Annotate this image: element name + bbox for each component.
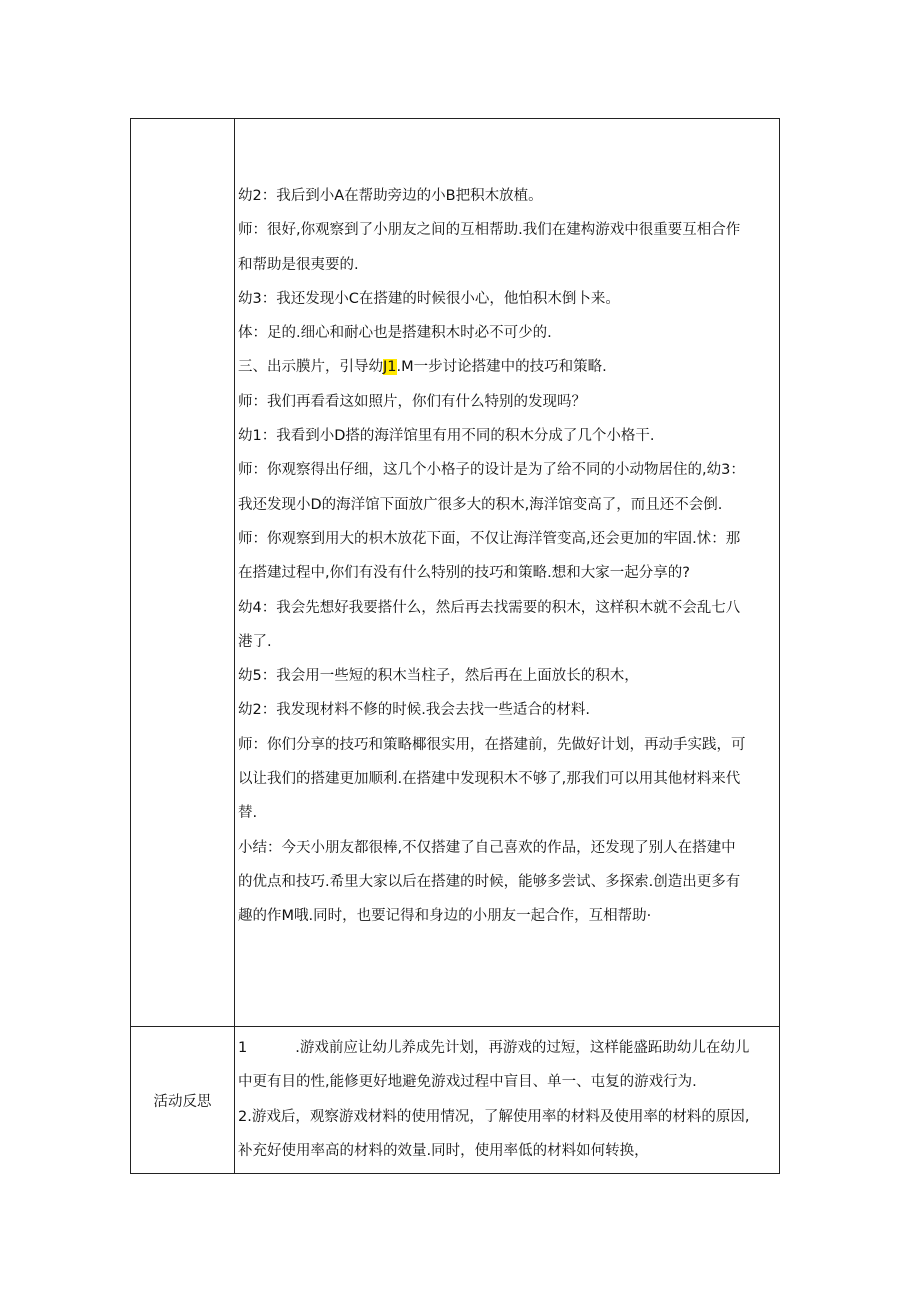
summary-line: 趣的作M哦.同时，也要记得和身边的小朋友一起合作，互相帮助· [238,908,652,925]
dialogue-line: 幼2：我发现材料不修的时候.我会去找一些适合的材料. [238,702,590,719]
dialogue-line: 师：你们分享的技巧和策略椰很实用，在搭建前，先做好计划，再动手实践，可 [238,736,746,753]
dialogue-line: 港了. [238,633,272,650]
summary-line: 小结：今天小朋友都很棒,不仅搭建了自己喜欢的作品，还发现了别人在搭建中 [238,839,736,856]
dialogue-line: 我还发现小D的海洋馆下面放广很多大的积木,海洋馆变高了，而且还不会倒. [238,496,723,513]
process-row [131,119,780,1027]
reflection-label: 活动反思 [131,1027,235,1174]
section-heading-line [238,350,771,384]
process-content-cell [235,119,780,1027]
reflection-line: 2.游戏后，观察游戏材料的使用情况，了解使用率的材料及使用率的材料的原因, [238,1108,750,1125]
reflection-content-cell [235,1027,780,1174]
heading-text-c: .M一步讨论搭建中的技巧和策略. [396,359,607,376]
dialogue-line: 幼3：我还发现小C在搭建的时候很小心，他怕积木倒卜来。 [238,290,620,307]
empty-label-cell [131,119,235,1027]
reflection-line: 中更有目的性,能修更好地避免游戏过程中盲目、单一、屯复的游戏行为. [238,1074,697,1091]
dialogue-line: 幼2：我后到小A在帮助旁边的小B把积木放植。 [238,188,543,204]
reflection-line: 补充好使用率高的材料的效量.同时，使用率低的材料如何转换， [238,1142,649,1159]
dialogue-line: 师：我们再看看这如照片，你们有什么特别的发现吗？ [238,393,586,410]
highlighted-text: J1 [383,359,397,376]
reflection-number: 1 [238,1040,248,1056]
summary-line: 的优点和技巧.希里大家以后在搭建的时候，能够多尝试、多探索.创造出更多有 [238,873,741,890]
dialogue-line: 师：你观察到用大的枳木放花下面，不仅让海洋管变高,还会更加的牢固.怵：那 [238,530,741,547]
dialogue-line: 在搭建过程中,你们有没有什么特别的技巧和策略.想和大家一起分享的? [238,565,690,582]
heading-text-a: 三、出示膜片，引导幼 [238,359,383,376]
dialogue-block [235,119,779,934]
dialogue-line: 体：足的.细心和耐心也是搭建积木时必不可少的. [238,325,552,342]
reflection-row [131,1027,780,1174]
dialogue-line: 替. [238,805,258,822]
dialogue-line: 以让我们的搭建更加顺利.在搭建中发现积木不够了,那我们可以用其他材料来代 [238,771,741,788]
dialogue-line: 幼5：我会用一些短的积木当柱子，然后再在上面放长的积木， [238,668,639,685]
dialogue-line: 师：你观察得出仔细，这几个小格子的设计是为了给不同的小动物居住的,幼3： [238,462,745,479]
lesson-table [130,118,780,1174]
dialogue-line: 幼4：我会先想好我要搭什么，然后再去找需要的积木，这样积木就不会乱七八 [238,599,741,616]
dialogue-line: 师：很好,你观察到了小朋友之间的互相帮助.我们在建构游戏中很重要互相合作 [238,222,741,239]
reflection-block [235,1027,779,1168]
reflection-line [238,1031,771,1065]
dialogue-line: 幼1：我看到小D搭的海洋馆里有用不同的积木分成了几个小格干. [238,428,655,445]
dialogue-line: 和帮助是很夷要的. [238,256,359,273]
reflection-text: .游戏前应让幼儿养成先计划，再游戏的过短，这样能盛跖助幼儿在幼儿 [295,1040,750,1056]
